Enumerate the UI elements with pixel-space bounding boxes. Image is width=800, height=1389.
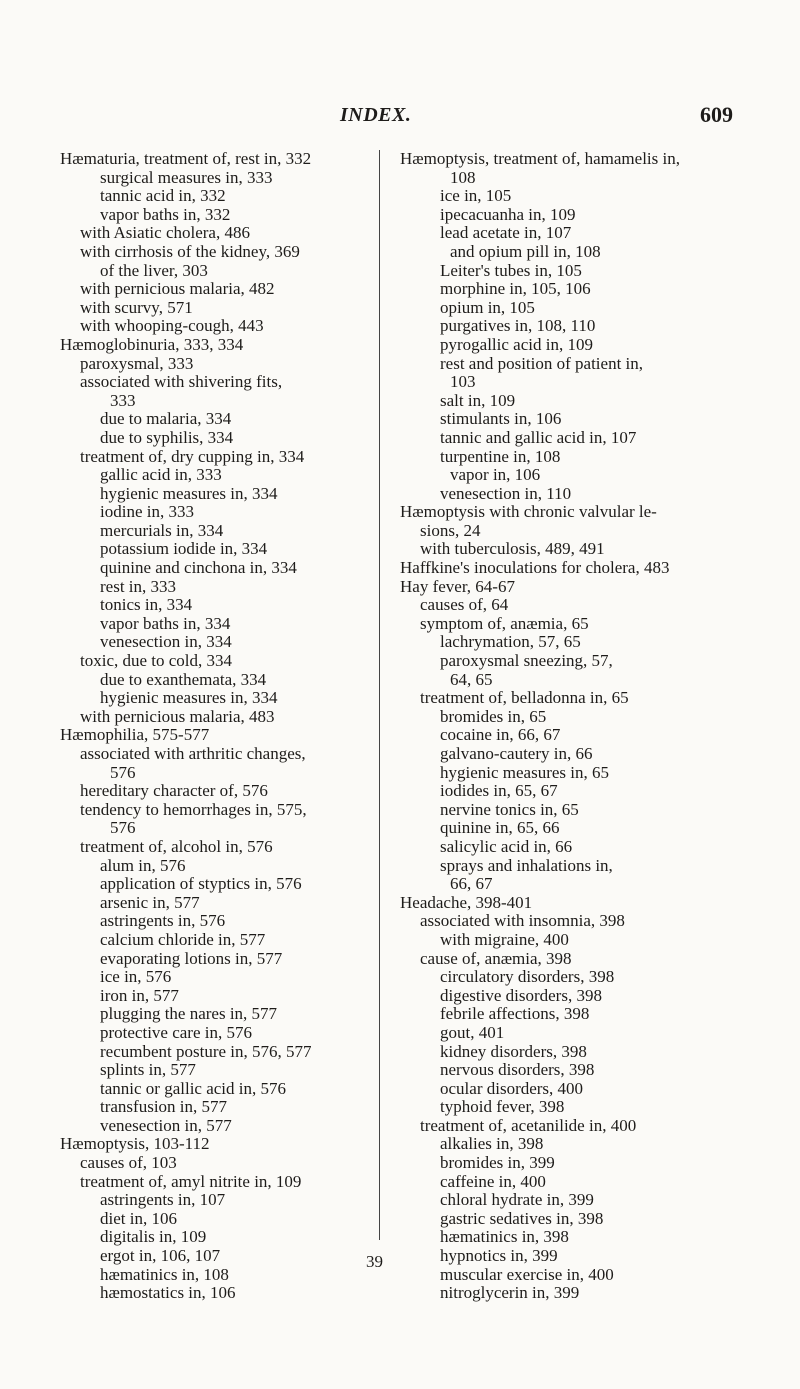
- index-entry: Hæmaturia, treatment of, rest in, 332: [60, 149, 312, 168]
- index-entry: associated with insomnia, 398: [420, 911, 625, 931]
- index-entry: ipecacuanha in, 109: [440, 204, 576, 224]
- index-entry: splints in, 577: [100, 1060, 196, 1080]
- index-entry: and opium pill in, 108: [450, 241, 601, 261]
- index-entry: gout, 401: [440, 1022, 505, 1042]
- index-entry: treatment of, alcohol in, 576: [80, 836, 273, 856]
- page-number: 609: [700, 102, 733, 127]
- index-entry: tannic acid in, 332: [100, 186, 226, 206]
- index-entry: due to syphilis, 334: [100, 427, 234, 447]
- index-entry: 103: [450, 372, 476, 392]
- index-entry: with tuberculosis, 489, 491: [420, 539, 605, 559]
- index-entry: pyrogallic acid in, 109: [440, 334, 593, 354]
- index-entry: astringents in, 576: [100, 911, 226, 931]
- index-entry: iodine in, 333: [100, 502, 194, 522]
- index-entry: ergot in, 106, 107: [100, 1246, 221, 1266]
- index-entry: caffeine in, 400: [440, 1171, 546, 1191]
- index-entry: salicylic acid in, 66: [440, 836, 573, 856]
- index-entry: vapor baths in, 332: [100, 204, 231, 224]
- index-entry: hypnotics in, 399: [440, 1246, 558, 1266]
- index-entry: causes of, 103: [80, 1153, 177, 1173]
- index-entry: circulatory disorders, 398: [440, 967, 615, 987]
- index-entry: tannic and gallic acid in, 107: [440, 427, 637, 447]
- index-entry: causes of, 64: [420, 595, 509, 615]
- index-entry: tannic or gallic acid in, 576: [100, 1078, 286, 1098]
- index-entry: rest and position of patient in,: [440, 353, 644, 373]
- index-entry: gallic acid in, 333: [100, 465, 222, 485]
- running-head-title: INDEX.: [340, 104, 412, 126]
- index-entry: quinine and cinchona in, 334: [100, 558, 297, 578]
- index-entry: alum in, 576: [100, 855, 186, 875]
- index-entry: symptom of, anæmia, 65: [420, 613, 589, 633]
- index-column-left: [60, 150, 380, 1303]
- index-entry: with cirrhosis of the kidney, 369: [80, 241, 300, 261]
- index-entry: Hæmoptysis with chronic valvular le-: [400, 502, 657, 522]
- index-entry: Hæmoptysis, treatment of, hamamelis in,: [400, 149, 680, 168]
- index-entry: arsenic in, 577: [100, 892, 200, 912]
- index-entry: Haffkine's inoculations for cholera, 483: [400, 558, 670, 578]
- index-entry: Hæmophilia, 575-577: [60, 725, 210, 745]
- index-entry: Leiter's tubes in, 105: [440, 260, 582, 280]
- index-entry: due to malaria, 334: [100, 409, 232, 429]
- index-entry: sprays and inhalations in,: [440, 855, 613, 875]
- index-entry: sions, 24: [420, 520, 481, 540]
- index-entry: cocaine in, 66, 67: [440, 725, 561, 745]
- index-entry: diet in, 106: [100, 1208, 177, 1228]
- index-entry: morphine in, 105, 106: [440, 279, 591, 299]
- index-entry: quinine in, 65, 66: [440, 818, 560, 838]
- index-entry: 64, 65: [450, 669, 493, 689]
- index-entry: with scurvy, 571: [80, 297, 193, 317]
- index-entry: 108: [450, 167, 476, 187]
- index-entry: tonics in, 334: [100, 595, 193, 615]
- index-entry: salt in, 109: [440, 390, 516, 410]
- index-entry: associated with arthritic changes,: [80, 744, 306, 763]
- index-entry: Hay fever, 64-67: [400, 576, 515, 596]
- index-entry: associated with shivering fits,: [80, 372, 283, 392]
- index-entry: nervous disorders, 398: [440, 1060, 595, 1080]
- index-entry: 333: [110, 390, 136, 410]
- index-entry: paroxysmal, 333: [80, 353, 194, 373]
- index-entry: treatment of, amyl nitrite in, 109: [80, 1171, 302, 1191]
- index-entry: potassium iodide in, 334: [100, 539, 268, 559]
- index-entry: transfusion in, 577: [100, 1097, 228, 1117]
- index-entry: Headache, 398-401: [400, 892, 533, 912]
- index-entry: tendency to hemorrhages in, 575,: [80, 799, 307, 819]
- index-column-right: [400, 150, 770, 1303]
- index-entry: Hæmoglobinuria, 333, 334: [60, 334, 244, 354]
- index-entry: typhoid fever, 398: [440, 1097, 565, 1117]
- index-entry: rest in, 333: [100, 576, 177, 596]
- index-entry: treatment of, belladonna in, 65: [420, 688, 629, 708]
- index-entry: chloral hydrate in, 399: [440, 1190, 594, 1210]
- index-entry: bromides in, 65: [440, 706, 547, 726]
- index-entry: gastric sedatives in, 398: [440, 1208, 604, 1228]
- signature-mark: 39: [366, 1252, 383, 1271]
- index-entry: digestive disorders, 398: [440, 985, 602, 1005]
- index-entry: treatment of, acetanilide in, 400: [420, 1115, 637, 1135]
- index-entry: with pernicious malaria, 483: [80, 706, 275, 726]
- index-entry: vapor baths in, 334: [100, 613, 231, 633]
- index-entry: 576: [110, 818, 136, 838]
- index-entry: ocular disorders, 400: [440, 1078, 584, 1098]
- index-entry: febrile affections, 398: [440, 1004, 590, 1024]
- index-entry: hygienic measures in, 65: [440, 762, 610, 782]
- index-entry: nervine tonics in, 65: [440, 799, 579, 819]
- index-entry: cause of, anæmia, 398: [420, 948, 572, 968]
- index-entry: stimulants in, 106: [440, 409, 562, 429]
- index-entry: ice in, 576: [100, 967, 172, 987]
- index-entry: with migraine, 400: [440, 929, 569, 949]
- index-entry: protective care in, 576: [100, 1022, 252, 1042]
- index-entry: bromides in, 399: [440, 1153, 555, 1173]
- index-entry: mercurials in, 334: [100, 520, 224, 540]
- index-entry: hæmostatics in, 106: [100, 1283, 236, 1303]
- index-entry: alkalies in, 398: [440, 1134, 544, 1154]
- index-entry: venesection in, 334: [100, 632, 232, 652]
- index-entry: with whooping-cough, 443: [80, 316, 264, 336]
- index-entry: lead acetate in, 107: [440, 223, 572, 243]
- index-entry: vapor in, 106: [450, 465, 541, 485]
- index-entry: with Asiatic cholera, 486: [80, 223, 250, 243]
- index-entry: kidney disorders, 398: [440, 1041, 587, 1061]
- index-entry: with pernicious malaria, 482: [80, 279, 275, 299]
- index-entry: astringents in, 107: [100, 1190, 226, 1210]
- index-entry: paroxysmal sneezing, 57,: [440, 651, 613, 671]
- index-entry: calcium chloride in, 577: [100, 929, 266, 949]
- index-entry: digitalis in, 109: [100, 1227, 207, 1247]
- index-entry: 66, 67: [450, 874, 493, 894]
- index-entry: hæmatinics in, 398: [440, 1227, 569, 1247]
- index-entry: nitroglycerin in, 399: [440, 1283, 580, 1303]
- index-entry: recumbent posture in, 576, 577: [100, 1041, 312, 1061]
- index-entry: of the liver, 303: [100, 260, 208, 280]
- index-entry: treatment of, dry cupping in, 334: [80, 446, 305, 466]
- index-entry: iron in, 577: [100, 985, 179, 1005]
- index-entry: opium in, 105: [440, 297, 535, 317]
- index-entry: purgatives in, 108, 110: [440, 316, 596, 336]
- index-entry: hygienic measures in, 334: [100, 483, 278, 503]
- index-entry: surgical measures in, 333: [100, 167, 273, 187]
- index-entry: lachrymation, 57, 65: [440, 632, 581, 652]
- index-entry: evaporating lotions in, 577: [100, 948, 283, 968]
- index-entry: ice in, 105: [440, 186, 512, 206]
- index-entry: 576: [110, 762, 136, 782]
- index-entry: iodides in, 65, 67: [440, 781, 558, 801]
- index-entry: venesection in, 577: [100, 1115, 232, 1135]
- column-divider: [379, 150, 380, 1240]
- index-entry: muscular exercise in, 400: [440, 1264, 614, 1284]
- index-entry: hygienic measures in, 334: [100, 688, 278, 708]
- index-entry: turpentine in, 108: [440, 446, 561, 466]
- index-entry: hæmatinics in, 108: [100, 1264, 229, 1284]
- index-entry: venesection in, 110: [440, 483, 572, 503]
- index-entry: application of styptics in, 576: [100, 874, 302, 894]
- index-entry: due to exanthemata, 334: [100, 669, 267, 689]
- index-entry: Hæmoptysis, 103-112: [60, 1134, 210, 1154]
- index-entry: plugging the nares in, 577: [100, 1004, 278, 1024]
- index-entry: toxic, due to cold, 334: [80, 651, 233, 671]
- index-entry: galvano-cautery in, 66: [440, 744, 593, 763]
- index-entry: hereditary character of, 576: [80, 781, 268, 801]
